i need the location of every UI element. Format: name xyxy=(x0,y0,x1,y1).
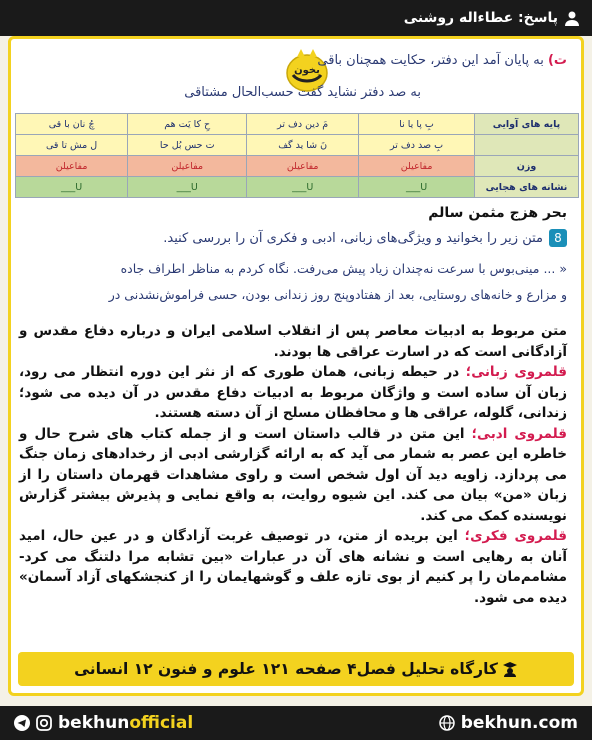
footer-bar xyxy=(0,706,592,740)
table-cell: حِ کا یَت هم xyxy=(128,114,247,135)
table-cell: ل مش تا قی xyxy=(16,135,128,156)
question-number: 8 xyxy=(549,229,567,247)
social-handle[interactable] xyxy=(14,713,193,733)
table-cell: مفاعیلن xyxy=(247,156,359,177)
table-cell: بِ پا یا نا xyxy=(359,114,475,135)
poem-label: ت) xyxy=(547,53,567,68)
table-cell: بِ صد دف تر xyxy=(359,135,475,156)
table-row xyxy=(16,114,579,135)
quote-line-2: و مزارع و خانه‌های روستایی، بعد از هفتادوپنج روز زندانی بودن، حسی فراموش‌نشدنی در xyxy=(108,287,567,302)
table-cell: مَ دین دف تر xyxy=(247,114,359,135)
table-cell: U___ xyxy=(128,177,247,198)
content-card xyxy=(8,36,584,696)
table-cell: مفاعیلن xyxy=(359,156,475,177)
banner-text: کارگاه تحلیل فصل۴ صفحه ۱۲۱ علوم و فنون ۱۲ انسانی xyxy=(74,660,498,678)
section-text-intellectual: این بریده از متن، در توصیف غربت آزادگان و در عین حال، امید آنان به رهایی است و نشانه های آن در عبارات «بین تشابه مرا دلتنگ می کرد- مشامم‌مان را پر کنیم از بوی تازه علف و گوشهایمان را از کنجشکهای آزاد آسمان» دیده می شود. xyxy=(19,528,567,606)
section-label-linguistic: قلمروی زبانی؛ xyxy=(465,364,567,380)
row-head: پایه های آوایی xyxy=(475,114,579,135)
table-cell: چُ نان با قی xyxy=(16,114,128,135)
website-link[interactable] xyxy=(439,713,578,733)
table-cell: U___ xyxy=(16,177,128,198)
answer-header xyxy=(0,0,592,36)
table-cell: ت حس بُل حا xyxy=(128,135,247,156)
table-row xyxy=(16,156,579,177)
answer-intro: متن مربوط به ادبیات معاصر پس از انقلاب اسلامی ایران و درباره دفاع مقدس و آزادگانی است که در اسارت عراقی ها بودند. xyxy=(19,323,567,360)
question xyxy=(163,229,567,247)
chapter-banner xyxy=(18,652,574,686)
instagram-icon[interactable] xyxy=(36,715,52,731)
student-icon xyxy=(502,661,518,677)
answer-author: پاسخ: عطاءاله روشنی xyxy=(403,10,558,26)
telegram-icon[interactable] xyxy=(14,715,30,731)
section-label-intellectual: قلمروی فکری؛ xyxy=(464,528,568,544)
table-cell: U___ xyxy=(247,177,359,198)
row-head: نشانه های هجایی xyxy=(475,177,579,198)
website-text: bekhun.com xyxy=(460,713,578,733)
poem-line-1 xyxy=(317,53,567,68)
table-cell: مفاعیلن xyxy=(16,156,128,177)
meter-name: بحر هزج مثمن سالم xyxy=(428,205,567,221)
answer-text xyxy=(19,321,567,608)
table-row xyxy=(16,177,579,198)
question-text: متن زیر را بخوانید و ویژگی‌های زبانی، ادبی و فکری آن را بررسی کنید. xyxy=(163,230,543,246)
table-cell: U___ xyxy=(359,177,475,198)
meter-table xyxy=(15,113,579,198)
handle-text: bekhunofficial xyxy=(58,713,194,733)
section-text-literary: این متن در قالب داستان است و از جمله کتاب های شرح حال و خاطره این عصر به شمار می آید که به ارائه گزارشی ادبی از رخدادهای زمان جنگ می پردازد. زاویه دید آن اول شخص است و راوی مشاهدات قهرمان داستان را از زبان «من» بیان می کند. این شیوه روایت، به واقع نمایی و پذیرش بیشتر گزارش نویسنده کمک می کند. xyxy=(19,425,567,524)
logo-text: بخون xyxy=(294,65,320,76)
table-cell: نَ شا يد گف xyxy=(247,135,359,156)
section-text-linguistic: در حیطه زبانی، همان طوری که از نثر این دوره انتظار می رود، زبان آن ساده است و واژگان مربوط به ادبیات دفاع مقدس در آن دیده می شود؛ زندانی، گلوله، عراقی ها و محافظان مسلح از آن دسته هستند. xyxy=(19,364,567,421)
user-icon xyxy=(564,10,580,26)
section-label-literary: قلمروی ادبی؛ xyxy=(471,425,567,442)
table-row xyxy=(16,135,579,156)
table-cell: مفاعیلن xyxy=(128,156,247,177)
poem-line-1-text: به پایان آمد این دفتر، حکایت همچنان باقی xyxy=(317,53,544,68)
poem-line-2: به صد دفتر نشاید گفت حسب‌الحال مشتاقی xyxy=(184,85,421,100)
globe-icon xyxy=(439,715,455,731)
row-head: وزن xyxy=(475,156,579,177)
quote-line-1: « ... مینی‌بوس با سرعت نه‌چندان زیاد پیش می‌رفت. نگاه کردم به مناظر اطراف جاده xyxy=(120,261,567,276)
row-head xyxy=(475,135,579,156)
